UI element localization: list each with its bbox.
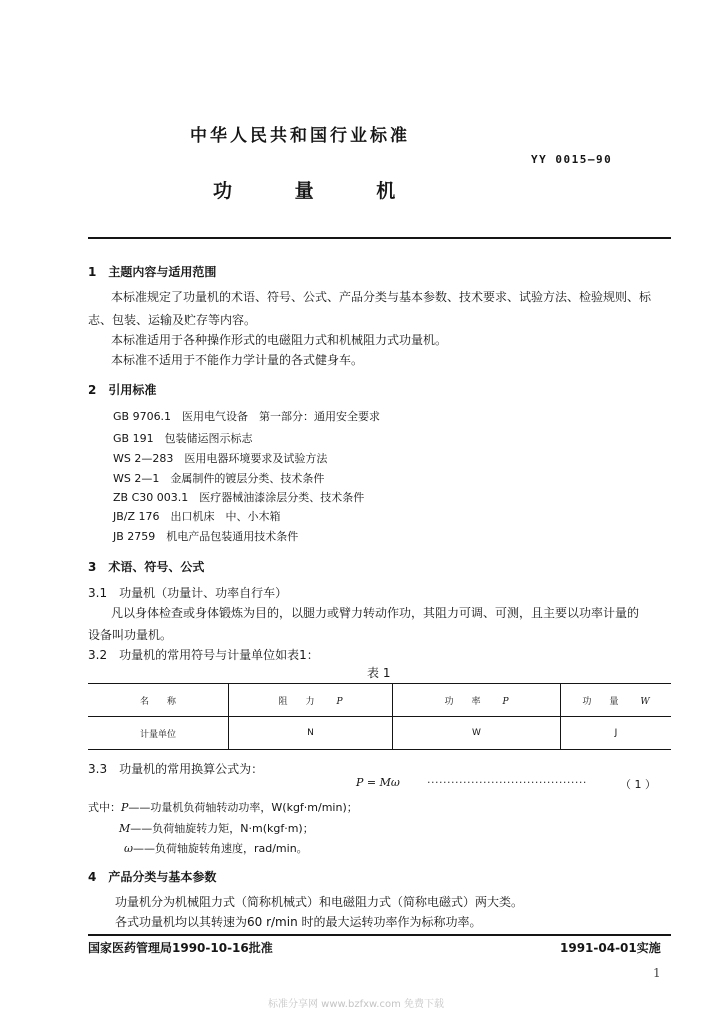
implementation-date: 1991-04-01实施 — [560, 941, 661, 955]
reference-item: GB 9706.1 医用电气设备 第一部分：通用安全要求 — [113, 410, 381, 423]
section-2-heading: 2 引用标准 — [88, 383, 157, 397]
reference-item: JB/Z 176 出口机床 中、小木箱 — [113, 510, 281, 523]
formula-variable-definition: 式中：P——功量机负荷轴转动功率，W(kgf·m/min)； — [88, 801, 358, 814]
table-header-cell: 功 率 P — [393, 684, 561, 717]
subsection-3-1-definition: 凡以身体检查或身体锻炼为目的，以腿力或臂力转动作功，其阻力可调、可测，且主要以功率计量的 — [111, 606, 640, 620]
reference-item: WS 2—283 医用电器环境要求及试验方法 — [113, 452, 328, 465]
section-1-paragraph: 本标准规定了功量机的术语、符号、公式、产品分类与基本参数、技术要求、试验方法、检验规则、标 — [111, 290, 652, 304]
formula-leader-dots: ········································ — [427, 776, 587, 789]
section-1-scope: 本标准适用于各种操作形式的电磁阻力式和机械阻力式功量机。 — [111, 333, 448, 347]
table-row — [88, 717, 671, 750]
page-number: 1 — [653, 966, 661, 980]
formula-variable-definition: ω——负荷轴旋转角速度，rad/min。 — [124, 842, 308, 855]
table-cell: W — [393, 717, 561, 750]
subsection-3-2-heading: 3.2 功量机的常用符号与计量单位如表1： — [88, 648, 319, 662]
subsection-3-1-heading: 3.1 功量机（功量计、功率自行车） — [88, 586, 288, 600]
section-4-classification: 功量机分为机械阻力式（简称机械式）和电磁阻力式（简称电磁式）两大类。 — [115, 895, 524, 909]
table-caption: 表 1 — [367, 666, 391, 680]
standard-category-title: 中华人民共和国行业标准 — [190, 126, 410, 146]
table-header-cell: 功 量 W — [561, 684, 672, 717]
section-3-heading: 3 术语、符号、公式 — [88, 560, 205, 574]
table-cell: J — [561, 717, 672, 750]
table-header-cell: 名 称 — [88, 684, 229, 717]
document-title: 功 量 机 — [213, 180, 396, 202]
table-row — [88, 684, 671, 717]
table-cell: 计量单位 — [88, 717, 229, 750]
table-cell: N — [229, 717, 393, 750]
symbols-units-table — [88, 683, 671, 750]
reference-item: JB 2759 机电产品包装通用技术条件 — [113, 530, 299, 543]
reference-item: ZB C30 003.1 医疗器械油漆涂层分类、技术条件 — [113, 491, 365, 504]
reference-item: WS 2—1 金属制件的镀层分类、技术条件 — [113, 472, 325, 485]
reference-item: GB 191 包装储运图示标志 — [113, 432, 253, 445]
formula-variable-definition: M——负荷轴旋转力矩，N·m(kgf·m)； — [119, 822, 314, 835]
standard-number: YY 0015—90 — [531, 153, 613, 166]
subsection-3-1-definition-continued: 设备叫功量机。 — [88, 628, 173, 642]
section-1-heading: 1 主题内容与适用范围 — [88, 265, 217, 279]
section-4-heading: 4 产品分类与基本参数 — [88, 870, 217, 884]
watermark: 标准分享网 www.bzfxw.com 免费下载 — [268, 999, 444, 1010]
section-4-rated-power: 各式功量机均以其转速为60 r/min 时的最大运转功率作为标称功率。 — [115, 915, 482, 929]
header-rule — [88, 237, 671, 239]
subsection-3-3-heading: 3.3 功量机的常用换算公式为： — [88, 762, 264, 776]
section-1-exclusion: 本标准不适用于不能作力学计量的各式健身车。 — [111, 353, 364, 367]
approval-line: 国家医药管理局1990-10-16批准 — [88, 941, 273, 955]
footer-rule — [88, 934, 671, 936]
formula-expression: P = Mω — [356, 776, 400, 789]
formula-number: （ 1 ） — [620, 778, 656, 791]
section-1-paragraph-continued: 志、包装、运输及贮存等内容。 — [88, 313, 257, 327]
table-header-cell: 阻 力 P — [229, 684, 393, 717]
